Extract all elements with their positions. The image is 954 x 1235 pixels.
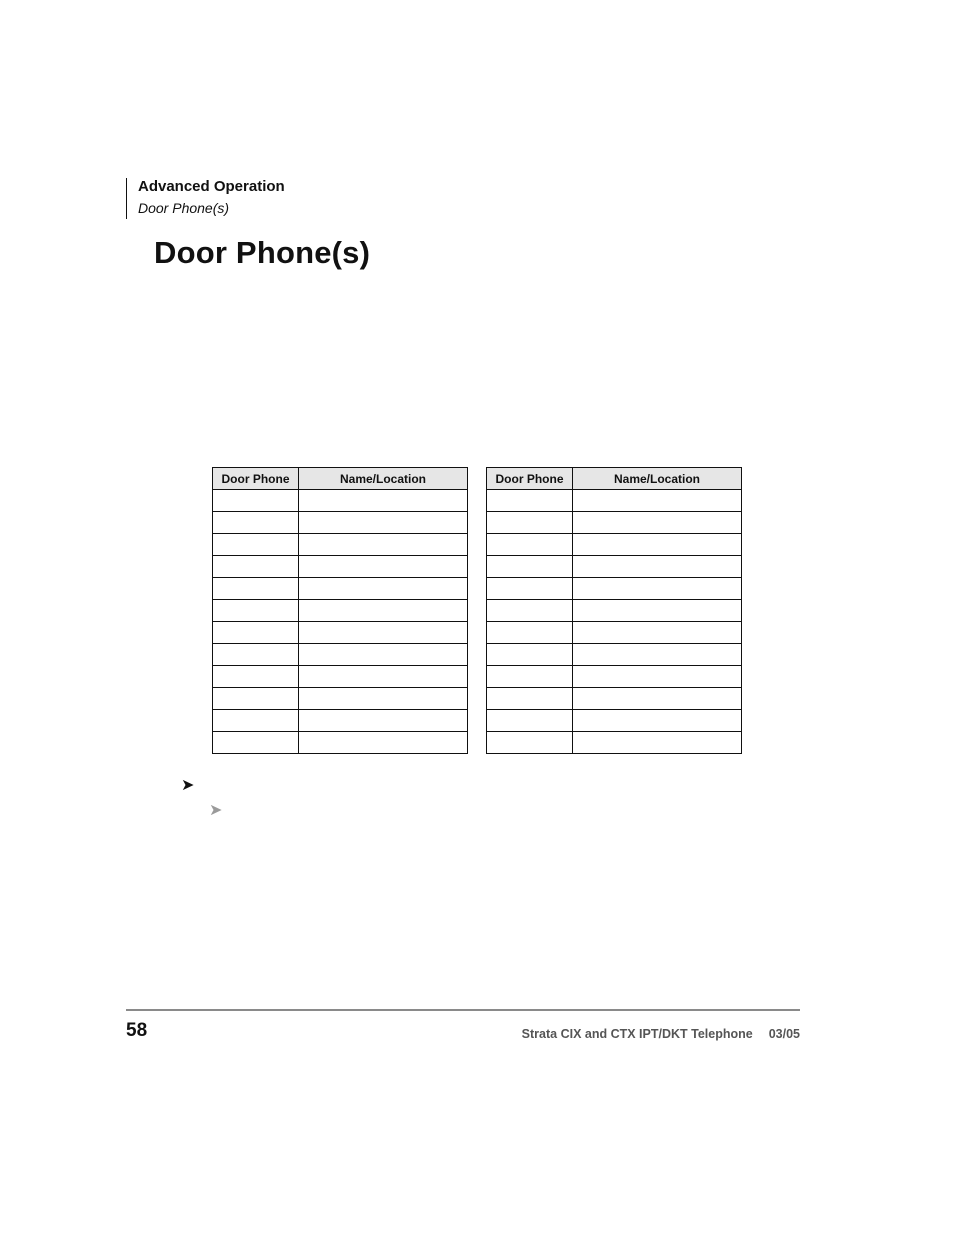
table-row (213, 556, 468, 578)
name-location-cell (299, 666, 468, 688)
column-header-door-phone: Door Phone (213, 468, 299, 490)
table-row (213, 578, 468, 600)
door-phone-cell (213, 688, 299, 710)
footer-date: 03/05 (768, 1027, 800, 1041)
name-location-cell (573, 644, 742, 666)
door-phone-cell (487, 644, 573, 666)
name-location-cell (573, 490, 742, 512)
name-location-cell (573, 512, 742, 534)
table-row (487, 600, 742, 622)
door-phone-cell (213, 534, 299, 556)
door-phone-table-left (212, 467, 468, 754)
door-phone-cell (213, 710, 299, 732)
table-row (213, 622, 468, 644)
table-row (213, 534, 468, 556)
footer-document-info (522, 1026, 800, 1042)
page-title: Door Phone(s) (154, 235, 371, 270)
name-location-cell (299, 556, 468, 578)
door-phone-table-right (486, 467, 742, 754)
table-row (213, 644, 468, 666)
door-phone-cell (487, 688, 573, 710)
name-location-cell (299, 710, 468, 732)
name-location-cell (573, 732, 742, 754)
table-row (487, 534, 742, 556)
name-location-cell (573, 666, 742, 688)
door-phone-cell (487, 710, 573, 732)
door-phone-cell (213, 490, 299, 512)
name-location-cell (573, 556, 742, 578)
table-row (487, 644, 742, 666)
table-row (487, 732, 742, 754)
name-location-cell (573, 534, 742, 556)
table-row (213, 732, 468, 754)
column-header-door-phone: Door Phone (487, 468, 573, 490)
door-phone-cell (487, 622, 573, 644)
door-phone-cell (487, 534, 573, 556)
table-row (213, 666, 468, 688)
door-phone-cell (487, 490, 573, 512)
table-row (487, 710, 742, 732)
name-location-cell (573, 688, 742, 710)
table-row (487, 512, 742, 534)
door-phone-cell (213, 600, 299, 622)
name-location-cell (299, 490, 468, 512)
door-phone-cell (487, 666, 573, 688)
table-header-row (213, 468, 468, 490)
door-phone-cell (487, 556, 573, 578)
door-phone-cell (213, 732, 299, 754)
name-location-cell (573, 578, 742, 600)
arrow-right-icon: ➤ (181, 777, 195, 794)
door-phone-cell (213, 578, 299, 600)
door-phone-cell (213, 644, 299, 666)
table-row (487, 666, 742, 688)
table-row (213, 600, 468, 622)
header-subsection-title: Door Phone(s) (138, 200, 230, 216)
table-row (213, 710, 468, 732)
table-header-row (487, 468, 742, 490)
table-row (487, 688, 742, 710)
name-location-cell (573, 710, 742, 732)
door-phone-cell (213, 666, 299, 688)
name-location-cell (299, 622, 468, 644)
footer-divider (126, 1009, 800, 1011)
name-location-cell (299, 644, 468, 666)
name-location-cell (573, 600, 742, 622)
door-phone-cell (487, 600, 573, 622)
door-phone-cell (213, 556, 299, 578)
name-location-cell (299, 578, 468, 600)
name-location-cell (299, 732, 468, 754)
name-location-cell (299, 600, 468, 622)
name-location-cell (573, 622, 742, 644)
header-section-title: Advanced Operation (138, 178, 285, 195)
table-row (213, 490, 468, 512)
door-phone-cell (487, 732, 573, 754)
name-location-cell (299, 512, 468, 534)
footer-document-title: Strata CIX and CTX IPT/DKT Telephone (521, 1027, 753, 1041)
table-row (487, 578, 742, 600)
column-header-name-location: Name/Location (573, 468, 742, 490)
table-row (487, 622, 742, 644)
running-header (126, 178, 285, 219)
page-number: 58 (126, 1020, 148, 1041)
table-row (213, 688, 468, 710)
arrow-right-gray-icon: ➤ (209, 802, 223, 819)
name-location-cell (299, 534, 468, 556)
table-row (487, 490, 742, 512)
door-phone-cell (487, 578, 573, 600)
door-phone-cell (213, 622, 299, 644)
column-header-name-location: Name/Location (299, 468, 468, 490)
name-location-cell (299, 688, 468, 710)
door-phone-cell (213, 512, 299, 534)
table-row (487, 556, 742, 578)
table-row (213, 512, 468, 534)
door-phone-cell (487, 512, 573, 534)
